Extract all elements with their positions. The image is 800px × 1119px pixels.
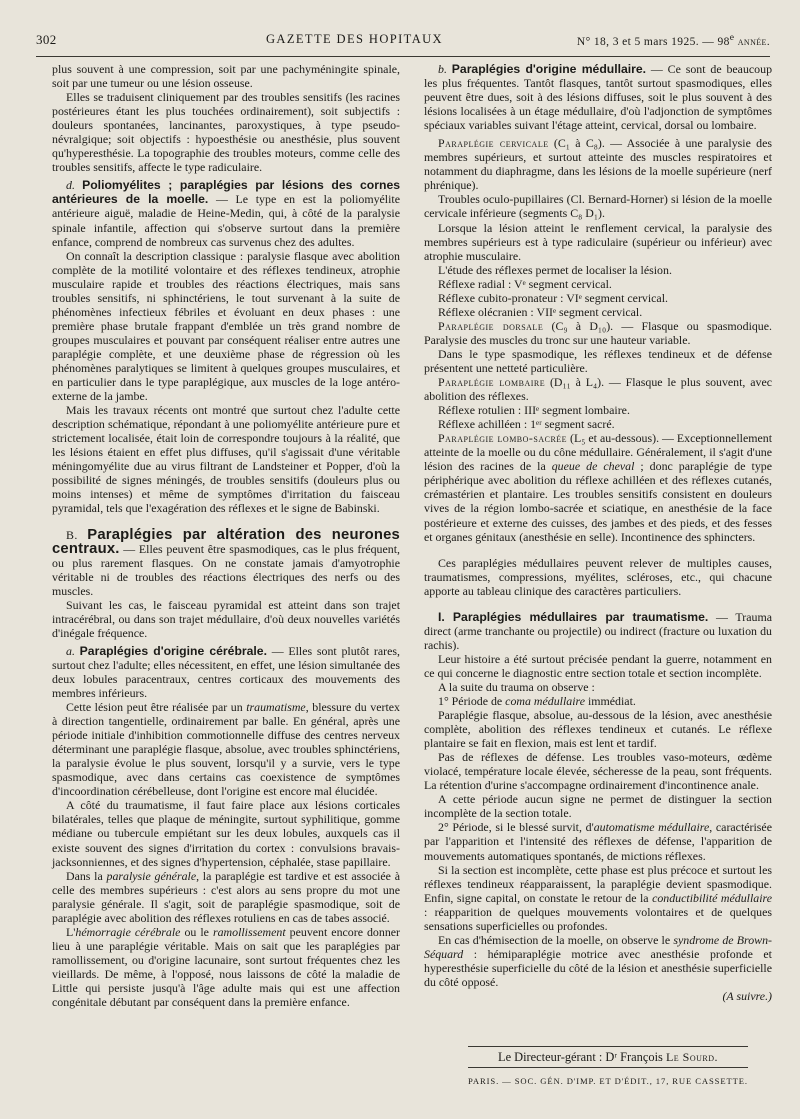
paraplegie-lombaire: Paraplégie lombaire (D₁₁ à L₄). — Flasque le plus souvent, avec abolition des réflexes. xyxy=(424,375,772,404)
to-be-continued: (A suivre.) xyxy=(722,989,772,1003)
reflex-line: Réflexe radial : Vᵉ segment cervical. xyxy=(438,276,612,291)
section-b-medullaire: b. Paraplégies d'origine médullaire. — Ce sont de beaucoup les plus fréquentes. Tantôt flasques, tantôt surtout spasmodiques, elles peuvent être dues, soit à des lésions diffuses, soit le plus souvent à des lésions localisées à un étage médullaire, d'où l'adjonction de symptômes spéciaux variables suivant l'étage atteint, cervical, dorsal ou lombaire. xyxy=(424,62,773,133)
paragraph: Leur histoire a été surtout précisée pendant la guerre, notamment en ce qui concerne le diagnostic entre section totale et section incomplète. xyxy=(424,651,772,680)
page-number: 302 xyxy=(36,32,57,47)
section-heading: I. Paraplégies médullaires par traumatisme. xyxy=(438,609,709,624)
paragraph: En cas d'hémisection de la moelle, on observe le syndrome de Brown-Séquard : hémiparaplégie motrice avec anesthésie profonde et hyperesthésie superficielle du côté de la lésion et anesthésie superficielle du côté opposé. xyxy=(424,932,772,989)
paragraph: Suivant les cas, le faisceau pyramidal est atteint dans son trajet intracérébral, ou dans son trajet médullaire, d'où deux nouvelles variétés d'inégale fréquence. xyxy=(52,597,400,640)
section-heading: Paraplégies par altération des neurones centraux. xyxy=(52,526,400,557)
reflex-line: Réflexe rotulien : IIIᵉ segment lombaire. xyxy=(438,403,630,418)
reflex-line: Réflexe cubito-pronateur : VIᵉ segment cervical. xyxy=(438,290,668,305)
section-heading: Poliomyélites ; paraplégies par lésions des cornes antérieures de la moelle. xyxy=(52,178,400,207)
paragraph: L'étude des réflexes permet de localiser la lésion. xyxy=(438,262,672,277)
section-a: a. Paraplégies d'origine cérébrale. — Elles sont plutôt rares, surtout chez l'adulte; elles nécessitent, en effet, une lésion simultanée des deux lobules paracentraux, centres corticaux des mouvements des membres inférieurs. xyxy=(52,643,401,701)
paragraph: A côté du traumatisme, il faut faire place aux lésions corticales bilatérales, telles que plaque de méningite, surtout syphilitique, gomme médiane ou tubercule empiétant sur les deux lobules, auxquels cas il existe souvent des signes d'irritation du cortex : convulsions bravais-jacksonniennes, et des signes d'hypertension, céphalée, stase papillaire. xyxy=(52,798,400,869)
section-b: B. Paraplégies par altération des neurones centraux. — Elles peuvent être spasmodiques, cas le plus fréquent, ou plus rarement flasques. On ne constate jamais d'amyotrophie véritable ni de troubles des réactions électriques des nerfs ou des muscles. xyxy=(52,526,400,598)
paragraph: Troubles oculo-pupillaires (Cl. Bernard-Horner) si lésion de la moelle cervicale inférieure (segments C₈ D₁). xyxy=(424,192,772,221)
header-rule xyxy=(36,56,770,57)
paragraph: Dans la paralysie générale, la paraplégie est tardive et est associée à celle des membres supérieurs : c'est alors au sens propre du mot une paralysie générale. Il s'agit, soit de paraplégie spasmodique, soit de paraplégie avec abolition des réflexes rotuliens en cas de tabes associé. xyxy=(52,868,400,925)
paragraph: Elles se traduisent cliniquement par des troubles sensitifs (les racines postérieures étant les plus touchées ordinairement), soit subjectifs : douleurs spontanées, lancinantes, paroxystiques, à type pseudo-névralgique; soit objectifs : hypoesthésie ou anesthésie, plus souvent qu'hyperesthésie. La topographie des troubles moteurs, comme celle des troubles sensitifs, affecte le type radiculaire. xyxy=(52,90,400,175)
paragraph: Si la section est incomplète, cette phase est plus précoce et surtout les réflexes tendineux réapparaissent, la paraplégie devient spasmodique. Enfin, signe capital, on constate le retour de la conductibilité médullaire : réapparition de quelques mouvements volontaires et de quelques sensations superficielles ou profondes. xyxy=(424,862,772,933)
paragraph: Dans le type spasmodique, les réflexes tendineux et de défense présentent une netteté particulière. xyxy=(424,346,772,375)
section-d: d. Poliomyélites ; paraplégies par lésions des cornes antérieures de la moelle. — Le type en est la poliomyélite antérieure aiguë, maladie de Heine-Medin, qui, à côté de la paralysie spinale infantile, affection qui s'observe surtout dans la première enfance, comprend de nombreux cas survenus chez des adultes. xyxy=(52,178,400,249)
reflex-line: Réflexe achilléen : 1ᵉʳ segment sacré. xyxy=(438,417,615,432)
paragraph: L'hémorragie cérébrale ou le ramollissement peuvent encore donner lieu à une paraplégie véritable. Mais on sait que les paraplégies par ramollissement, ou d'origine lacunaire, sont surtout fréquentes chez les vieillards. De même, à l'opposé, nous laissons de côté la maladie de Little qui persiste jusqu'à l'âge adulte mais qui est une affection congénitale débutant par conséquent dans la première enfance. xyxy=(52,924,401,1010)
director-line: Le Directeur-gérant : Dʳ François Le Sourd. xyxy=(468,1046,748,1068)
paragraph: A cette période aucun signe ne permet de distinguer la section incomplète de la section totale. xyxy=(424,792,772,821)
paraplegie-dorsale: Paraplégie dorsale (C₉ à D₁₀). — Flasque ou spasmodique. Paralysie des muscles du tronc sur une hauteur variable. xyxy=(424,318,773,347)
paraplegie-cervicale: Paraplégie cervicale (C₁ à C₈). — Associée à une paralysie des membres supérieurs, et surtout atteinte des muscles respiratoires et notamment du diaphragme, dans les lésions de la moelle supérieure (nerf phrénique). xyxy=(424,136,772,193)
paragraph: Lorsque la lésion atteint le renflement cervical, la paralysie des membres supérieurs est à type radiculaire (supérieur ou inférieur) avec atrophie musculaire. xyxy=(424,220,772,263)
page-header xyxy=(36,28,770,50)
paragraph: Paraplégie flasque, absolue, au-dessous de la lésion, avec anesthésie complète, abolition des réflexes tendineux et cutanés. Le réflexe plantaire se fait en flexion, mais est lent et tardif. xyxy=(424,708,772,751)
reflex-line: Réflexe olécranien : VIIᵉ segment cervical. xyxy=(438,304,643,319)
left-column xyxy=(52,62,400,1009)
section-heading: Paraplégies d'origine cérébrale. xyxy=(79,643,267,658)
period-2: 2° Période, si le blessé survit, d'automatisme médullaire, caractérisée par l'apparition et l'intensité des réflexes de défense, l'apparition de mouvements automatiques spontanés, de mictions réflexes. xyxy=(424,820,772,863)
right-column xyxy=(424,62,772,1003)
journal-title: GAZETTE DES HOPITAUX xyxy=(266,32,443,46)
paraplegie-lombo-sacree: Paraplégie lombo-sacrée (L₅ et au-dessous). — Exceptionnellement atteinte de la moelle ou du cône médullaire. Généralement, il s'agit d'une lésion des racines de la queue de cheval ; donc paraplégie de type périphérique avec abolition du réflexe achilléen et des réflexes cutanés, crémastérien et plantaire. Les troubles sensitifs consistent en douleurs vives de la région lombo-sacrée et sciatique, en anesthésie de la face postérieure et externe des cuisses, des jambes et des pieds, et des fesses et organes génitaux (anesthésie en selle). Incontinence des sphincters. xyxy=(424,431,772,544)
section-i: I. Paraplégies médullaires par traumatisme. — Trauma direct (arme tranchante ou projectile) ou indirect (fracture ou luxation du rachis). xyxy=(424,609,772,652)
paragraph: Pas de réflexes de défense. Les troubles vaso-moteurs, œdème violacé, température locale élevée, sécheresse de la peau, sont fréquents. La rétention d'urine s'accompagne ordinairement d'incontinence anale. xyxy=(424,750,772,793)
paragraph: Cette lésion peut être réalisée par un traumatisme, blessure du vertex à direction tangentielle, ordinairement par balle. En général, après une période initiale d'inhibition commotionnelle diffuse des centres nerveux déterminant une paraplégie flasque, absolue, avec troubles sphinctériens, la paralysie évolue le plus souvent, lorsqu'il y a survie, vers le type spasmodique, avec dans certains cas coexistence de symptômes d'incoordination cérébelleuse, dont l'origine est encore mal élucidée. xyxy=(52,700,400,799)
paragraph: A la suite du trauma on observe : xyxy=(438,679,595,694)
printer-line: PARIS. — SOC. GÉN. D'IMP. ET D'ÉDIT., 17, RUE CASSETTE. xyxy=(468,1076,748,1086)
paragraph: Ces paraplégies médullaires peuvent relever de multiples causes, traumatismes, compressions, myélites, scléroses, etc., qui chacune apporte au tableau clinique des caractères particuliers. xyxy=(424,555,772,598)
paragraph: On connaît la description classique : paralysie flasque avec abolition complète de la motilité volontaire et des réflexes tendineux, atrophie musculaire rapide et troubles des réactions électriques, mais sans troubles sensitifs, ni sphinctériens, le tout survenant à la suite de phénomènes infectieux fébriles et évoluant en deux phases : une première phase brutale frappant d'emblée un très grand nombre de groupes musculaires et pouvant par conséquent réaliser entre autres une paraplégie complète, et une deuxième phase de régression où les phénomènes paralytiques se limitent à quelques groupes musculaires, et en particulier dans le type paraplégique, aux muscles de la loge antéro-externe de la jambe. xyxy=(52,248,400,404)
issue-info: N° 18, 3 et 5 mars 1925. — 98e année. xyxy=(576,32,770,48)
section-heading: Paraplégies d'origine médullaire. xyxy=(451,62,647,76)
paragraph: plus souvent à une compression, soit par une pachyméningite spinale, soit par une tumeur ou une lésion osseuse. xyxy=(52,62,400,91)
paragraph: Mais les travaux récents ont montré que surtout chez l'adulte cette description schématique, répondant à une poliomyélite antérieure pure et strictement localisée, était loin de correspondre toujours à la réalité, que les lésions étaient en effet plus diffuses, qu'il s'agissait d'une véritable méningomyélite due au virus filtrant de Landsteiner et Popper, d'où la possibilité de signes méningés, de troubles sensitifs (douleurs plus ou moins intenses) et même de symptômes d'irritation du faisceau pyramidal, tels que l'exagération des réflexes et le signe de Babinski. xyxy=(52,403,400,516)
period-1: 1° Période de coma médullaire immédiat. xyxy=(438,694,636,709)
